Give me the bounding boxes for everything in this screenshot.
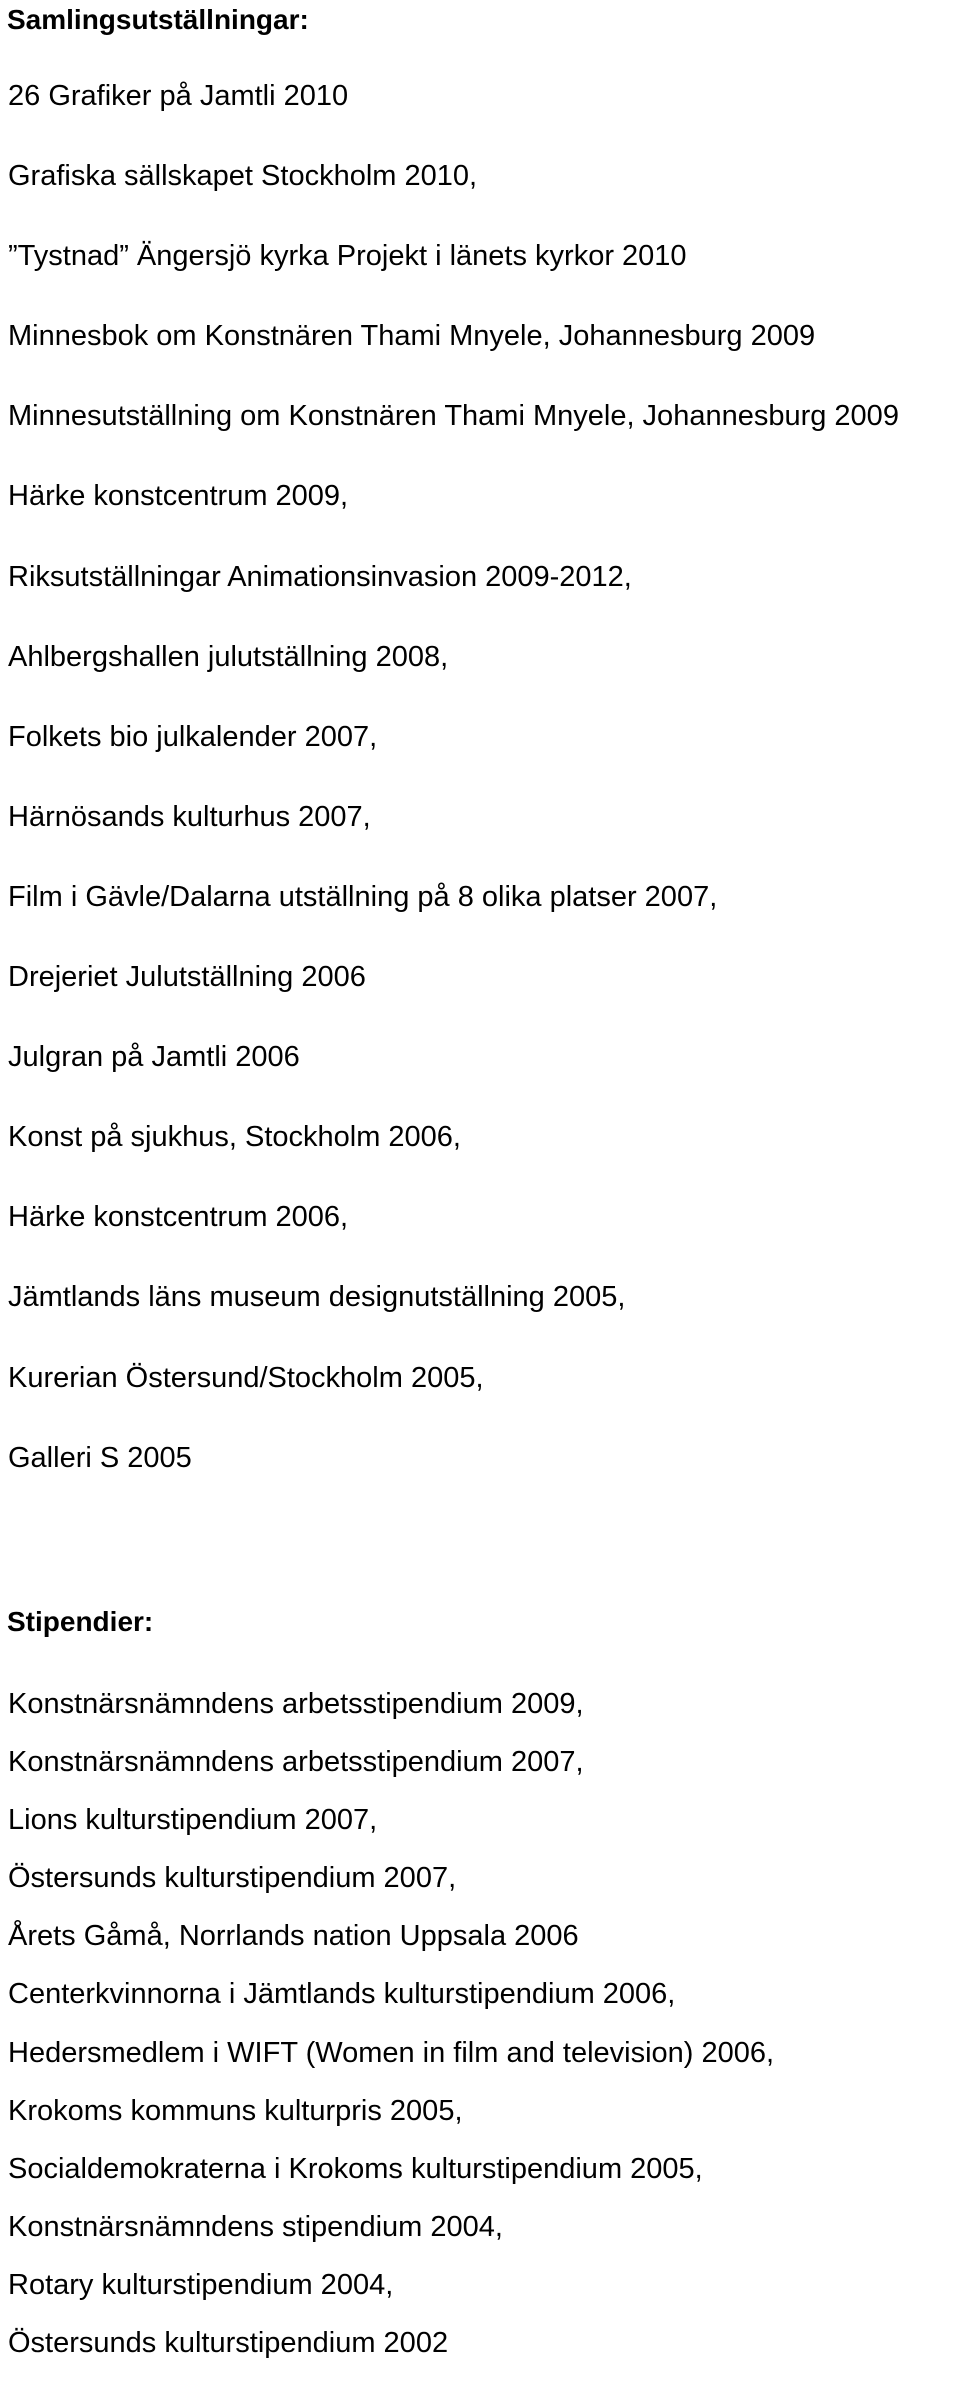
list-item: Minnesutställning om Konstnären Thami Mnyele, Johannesburg 2009: [8, 400, 899, 433]
list-item: Centerkvinnorna i Jämtlands kulturstipendium 2006,: [8, 1978, 676, 2011]
section-heading-grants: Stipendier:: [7, 1606, 154, 1637]
list-item: 26 Grafiker på Jamtli 2010: [8, 80, 349, 112]
list-item: Jämtlands läns museum designutställning 2005,: [8, 1281, 626, 1314]
list-item: Riksutställningar Animationsinvasion 2009-2012,: [8, 560, 632, 593]
list-item: Folkets bio julkalender 2007,: [8, 720, 378, 753]
list-item: Ahlbergshallen julutställning 2008,: [8, 640, 449, 673]
list-item: Östersunds kulturstipendium 2002: [8, 2327, 449, 2360]
list-item: Härnösands kulturhus 2007,: [8, 800, 371, 833]
list-item: Julgran på Jamtli 2006: [8, 1041, 300, 1074]
exhibitions-list: [8, 78, 899, 1520]
list-item: ”Tystnad” Ängersjö kyrka Projekt i länets kyrkor 2010: [8, 240, 687, 273]
list-item: Krokoms kommuns kulturpris 2005,: [8, 2094, 463, 2127]
list-item: Konstnärsnämndens stipendium 2004,: [8, 2210, 503, 2243]
list-item: Årets Gåmå, Norrlands nation Uppsala 2006: [8, 1920, 579, 1953]
list-item: Grafiska sällskapet Stockholm 2010,: [8, 160, 478, 193]
list-item: Minnesbok om Konstnären Thami Mnyele, Johannesburg 2009: [8, 320, 816, 353]
list-item: Drejeriet Julutställning 2006: [8, 961, 366, 994]
list-item: Konstnärsnämndens arbetsstipendium 2007,: [8, 1746, 584, 1779]
grants-list: [8, 1686, 774, 2383]
list-item: Kurerian Östersund/Stockholm 2005,: [8, 1361, 484, 1394]
list-item: Film i Gävle/Dalarna utställning på 8 olika platser 2007,: [8, 880, 718, 913]
list-item: Rotary kulturstipendium 2004,: [8, 2268, 394, 2301]
list-item: Konst på sjukhus, Stockholm 2006,: [8, 1121, 461, 1154]
list-item: Konstnärsnämndens arbetsstipendium 2009,: [8, 1688, 584, 1720]
list-item: Lions kulturstipendium 2007,: [8, 1804, 378, 1837]
list-item: Socialdemokraterna i Krokoms kulturstipendium 2005,: [8, 2152, 703, 2185]
list-item: Härke konstcentrum 2009,: [8, 480, 349, 513]
section-heading-exhibitions: Samlingsutställningar:: [7, 4, 309, 35]
list-item: Hedersmedlem i WIFT (Women in film and television) 2006,: [8, 2036, 775, 2069]
list-item: Östersunds kulturstipendium 2007,: [8, 1862, 457, 1895]
list-item: Härke konstcentrum 2006,: [8, 1201, 349, 1234]
list-item: Galleri S 2005: [8, 1441, 192, 1474]
